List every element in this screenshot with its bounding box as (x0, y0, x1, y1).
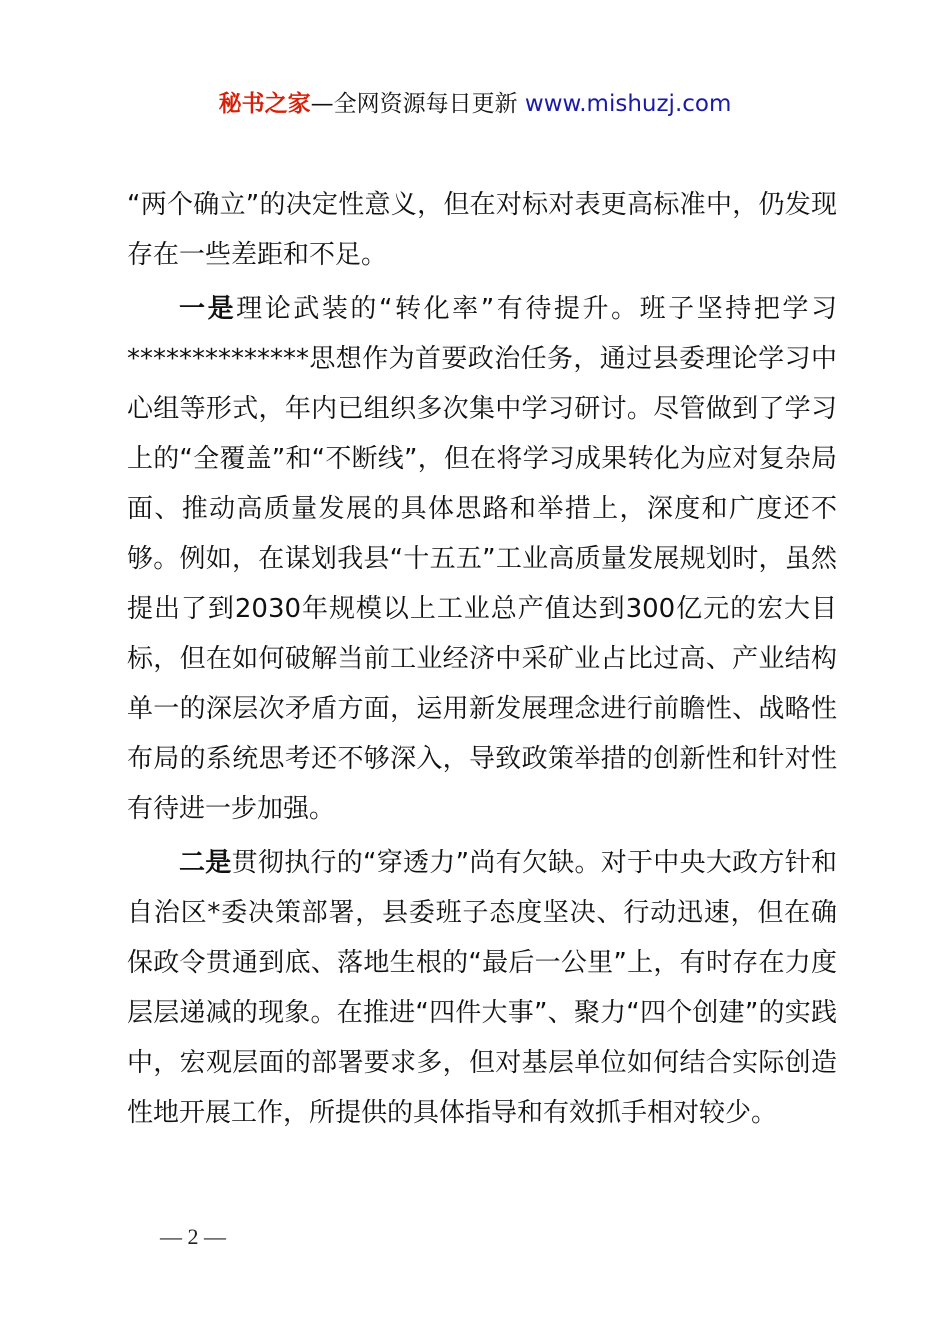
first-point-text: 理论武装的“转化率”有待提升。班子坚持把学习**************思想作为首要政治任务，通过县委理论学习中心组等形式，年内已组织多次集中学习研讨。尽管做到了学习上的“全覆盖”和“不断线”，但在将学习成果转化为应对复杂局面、推动高质量发展的具体思路和举措上，深度和广度还不够。例如，在谋划我县“十五五”工业高质量发展规划时，虽然提出了到2030年规模以上工业总产值达到300亿元的宏大目标，但在如何破解当前工业经济中采矿业占比过高、产业结构单一的深层次矛盾方面，运用新发展理念进行前瞻性、战略性布局的系统思考还不够深入，导致政策举措的创新性和针对性有待进一步加强。 (127, 294, 837, 824)
page-number: — 2 — (160, 1224, 226, 1249)
second-point-lead: 二是 (179, 848, 232, 878)
paragraph-first-point (127, 284, 837, 834)
paragraph-second-point (127, 838, 837, 1138)
paragraph-intro: “两个确立”的决定性意义，但在对标对表更高标准中，仍发现存在一些差距和不足。 (127, 190, 837, 270)
site-header (0, 86, 950, 122)
second-point-text: 贯彻执行的“穿透力”尚有欠缺。对于中央大政方针和自治区*委决策部署，县委班子态度坚决、行动迅速，但在确保政令贯通到底、落地生根的“最后一公里”上，有时存在力度层层递减的现象。在推进“四件大事”、聚力“四个创建”的实践中，宏观层面的部署要求多，但对基层单位如何结合实际创造性地开展工作，所提供的具体指导和有效抓手相对较少。 (127, 848, 837, 1128)
site-brand: 秘书之家 (218, 91, 311, 117)
site-tagline: —全网资源每日更新 (310, 91, 525, 117)
document-body (127, 180, 837, 1138)
first-point-lead: 一是 (179, 294, 237, 324)
site-url[interactable]: www.mishuzj.com (524, 91, 732, 117)
